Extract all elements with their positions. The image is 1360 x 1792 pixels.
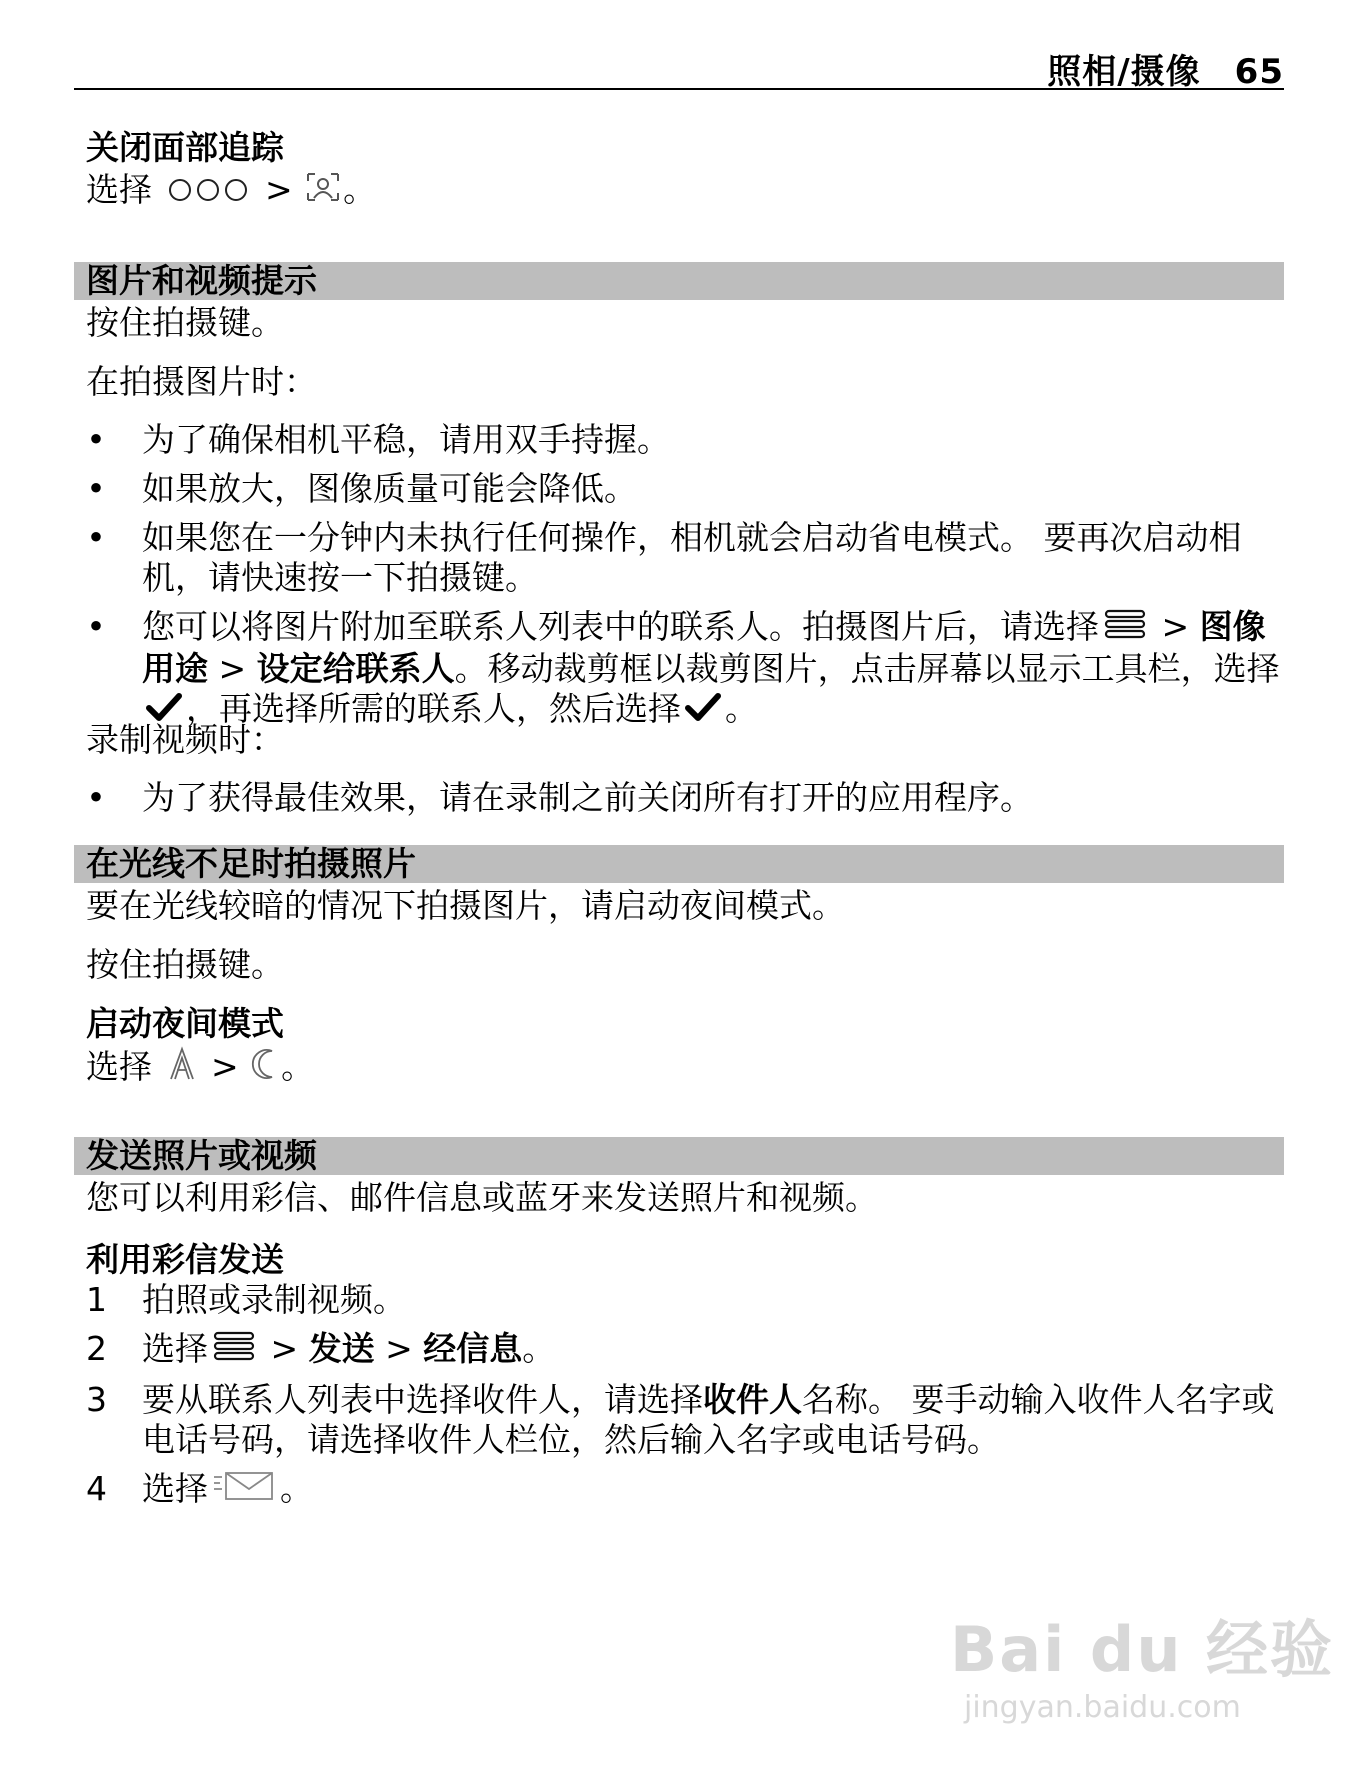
menu-option-assign-to-contact[interactable]: 设定给联系人 [256, 649, 455, 688]
tips-bullet-list [86, 420, 1286, 740]
section-band: 发送照片或视频 [74, 1137, 1284, 1175]
auto-mode-icon[interactable] [167, 1046, 197, 1091]
mms-send-heading: 利用彩信发送 [86, 1240, 284, 1279]
night-mode-instruction: 选择 > 。 [86, 1046, 1286, 1091]
face-tracking-instruction: 选择 > 。 [86, 170, 1286, 213]
menu-option-via-message[interactable]: 经信息 [423, 1329, 523, 1368]
three-circles-icon[interactable] [167, 172, 251, 212]
paragraph: 要在光线较暗的情况下拍摄图片，请启动夜间模式。 [86, 886, 845, 925]
menu-option-send[interactable]: 发送 [308, 1329, 375, 1368]
section-band: 在光线不足时拍摄照片 [74, 845, 1284, 883]
section-title: 照相/摄像 [1047, 52, 1201, 92]
list-item: • 为了确保相机平稳，请用双手持握。 [86, 420, 670, 459]
face-tracking-icon[interactable] [304, 170, 342, 213]
list-item: 1 拍照或录制视频。 [86, 1280, 406, 1319]
menu-option-image-use[interactable]: 图像用途 [142, 607, 1266, 688]
face-tracking-heading: 关闭面部追踪 [86, 128, 284, 167]
list-item: 3 要从联系人列表中选择收件人，请选择收件人名称。 要手动输入收件人名字或电话号码，请选择收件人栏位，然后输入名字或电话号码。 [86, 1380, 1275, 1459]
paragraph: 录制视频时： [86, 720, 284, 759]
video-bullet-list [86, 778, 1286, 827]
section-band: 图片和视频提示 [74, 262, 1284, 300]
menu-icon[interactable] [1103, 608, 1147, 649]
night-mode-heading: 启动夜间模式 [86, 1004, 284, 1043]
running-head [1047, 44, 1284, 93]
list-item: 2 选择 > 发送 > 经信息。 [86, 1329, 1286, 1371]
paragraph: 您可以利用彩信、邮件信息或蓝牙来发送照片和视频。 [86, 1178, 878, 1217]
paragraph: 按住拍摄键。 [86, 945, 284, 984]
page-number: 65 [1234, 52, 1284, 92]
list-item: 4 选择 。 [86, 1469, 1286, 1512]
paragraph: 在拍摄图片时： [86, 362, 317, 401]
list-item: • 如果放大，图像质量可能会降低。 [86, 469, 637, 508]
baidu-watermark: Bai du 经验 jingyan.baidu.com [950, 1613, 1335, 1725]
list-item: • 您可以将图片附加至联系人列表中的联系人。拍摄图片后，请选择 > 图像用途 > 设定给联系人。移动裁剪框以裁剪图片，点击屏幕以显示工具栏，选择，再选择所需的联系人，然后选择 。 [86, 607, 1286, 731]
list-item: • 为了获得最佳效果，请在录制之前关闭所有打开的应用程序。 [86, 778, 1033, 817]
list-item: • 如果您在一分钟内未执行任何操作，相机就会启动省电模式。 要再次启动相机，请快速按一下拍摄键。 [86, 518, 1242, 597]
send-envelope-icon[interactable] [212, 1469, 276, 1512]
page-header [74, 40, 1284, 90]
mms-steps-list [86, 1280, 1286, 1521]
recipient-field-label[interactable]: 收件人 [703, 1380, 802, 1419]
night-moon-icon[interactable] [250, 1046, 280, 1091]
menu-icon[interactable] [212, 1330, 256, 1371]
paragraph: 按住拍摄键。 [86, 303, 284, 342]
